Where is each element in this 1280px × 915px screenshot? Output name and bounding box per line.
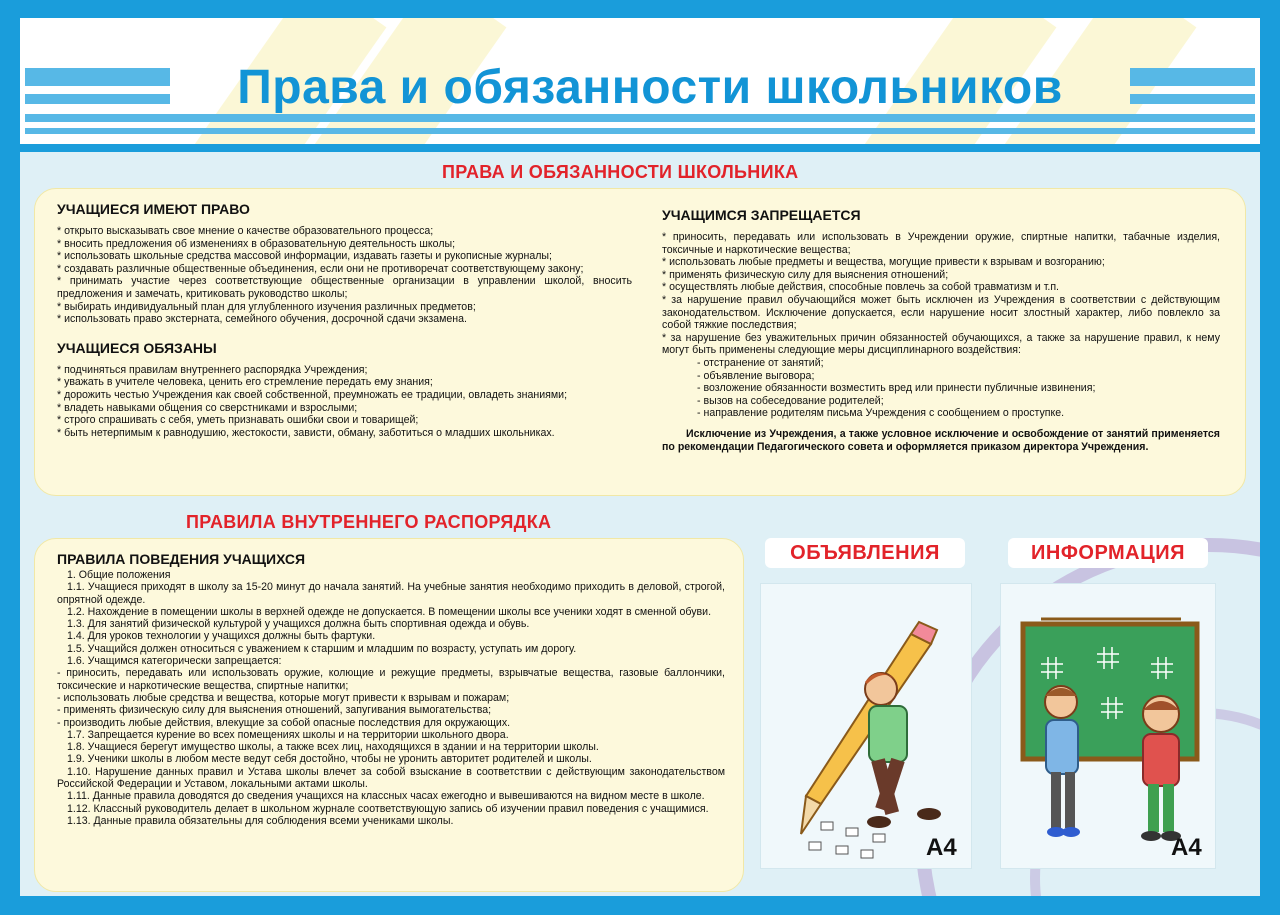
prohibited-list [662,231,1220,357]
behavior-rules-content [57,551,725,827]
announcements-size-label: А4 [926,834,957,861]
list-item: * строго спрашивать с себя, уметь признавать ошибки свои и товарищей; [57,414,419,427]
list-item: 1. Общие положения [67,569,171,581]
list-item: * принимать участие через соответствующие общественные организации в управлении школой, вносить предложения и замечать, критиковать руководство школы; [57,275,632,300]
list-item: * быть нетерпимым к равнодушию, жестокости, зависти, обману, заботиться о младших школьниках. [57,426,555,439]
list-item: 1.5. Учащийся должен относиться с уважением к старшим и младшим по возрасту, уступать им дорогу. [67,642,577,655]
list-item: - вызов на собеседование родителей; [697,394,884,407]
poster-inner [20,18,1260,896]
blackboard-kids-illustration [1001,584,1215,868]
list-item: * дорожить честью Учреждения как своей собственной, преумножать ее традиции, овладеть знаниями; [57,388,568,401]
list-item: - направление родителям письма Учреждения с сообщением о проступке. [697,407,1065,420]
list-item: 1.6. Учащимся категорически запрещается: [67,655,282,668]
list-item: 1.7. Запрещается курение во всех помещениях школы и на территории школьного двора. [67,728,509,741]
list-item: 1.10. Нарушение данных правил и Устава школы влечет за собой взыскание в соответствии с действующим законодательством Российской Федерации и Уставом, локальными актами школы. [57,765,725,791]
poster-title: Права и обязанности школьников [237,61,1063,114]
section-title-internal-rules: ПРАВИЛА ВНУТРЕННЕГО РАСПОРЯДКА [186,512,552,532]
information-pocket [1000,583,1216,869]
behavior-rules-heading: ПРАВИЛА ПОВЕДЕНИЯ УЧАЩИХСЯ [57,551,306,567]
list-item: * использовать любые предметы и вещества, могущие привести к взрывам и возгоранию; [662,256,1105,269]
list-item: * владеть навыками общения со сверстниками и взрослыми; [57,401,358,414]
list-item: 1.13. Данные правила обязательны для соблюдения всеми учениками школы. [67,814,454,827]
behavior-rules-list [57,569,725,827]
list-item: * применять физическую силу для выяснения отношений; [662,268,949,281]
list-item: 1.9. Ученики школы в любом месте ведут себя достойно, чтобы не уронить авторитет родителей и школы. [67,753,592,766]
behavior-rules-box [34,538,744,892]
header-stripe [25,128,1255,134]
measures-list [662,357,1220,420]
announcements-label: ОБЪЯВЛЕНИЯ [765,538,965,568]
list-item: 1.12. Классный руководитель делает в школьном журнале соответствующую запись об изучении правил поведения с учащимися. [67,802,709,815]
duties-heading: УЧАЩИЕСЯ ОБЯЗАНЫ [57,339,217,356]
list-item: - производить любые действия, влекущие за собой опасные последствия для окружающих. [57,716,511,729]
header-divider [20,144,1260,152]
prohibited-column [662,207,1220,453]
header-stripe [1130,94,1255,104]
header-stripe [1130,68,1255,86]
list-item: 1.11. Данные правила доводятся до сведения учащихся на классных часах ежегодно и вывешиваются на видном месте в школе. [67,790,705,803]
list-item: * выбирать индивидуальный план для углубленного изучения различных предметов; [57,300,476,313]
information-label: ИНФОРМАЦИЯ [1008,538,1208,568]
list-item: 1.1. Учащиеся приходят в школу за 15-20 минут до начала занятий. На учебные занятия необходимо приходить в деловой, строгой, опрятной одежде. [57,581,725,606]
list-item: * за нарушение правил обучающийся может быть исключен из Учреждения в соответствии с действующим законодательством. Исключение допускается, если нарушение носит злостный характер, либо повлекло за собой тяжкие последствия; [662,293,1220,332]
list-item: 1.2. Нахождение в помещении школы в верхней одежде не допускается. В помещении школы все ученики ходят в сменной обуви. [67,605,712,618]
header-stripe [25,114,1255,122]
list-item: * использовать право экстерната, семейного обучения, досрочной сдачи экзамена. [57,313,467,326]
list-item: - возложение обязанности возместить вред или принести публичные извинения; [697,382,1096,395]
list-item: 1.3. Для занятий физической культурой у учащихся должна быть спортивная одежда и обувь. [67,618,530,631]
list-item: 1.8. Учащиеся берегут имущество школы, а также всех лиц, находящихся в здании и на территории школы. [67,741,599,754]
header [20,18,1260,144]
expulsion-note: Исключение из Учреждения, а также условное исключение и освобождение от занятий применяется по рекомендации Педагогического совета и оформляется приказом директора Учреждения. [662,427,1220,453]
list-item: 1.4. Для уроков технологии у учащихся должны быть фартуки. [67,630,376,643]
rights-heading: УЧАЩИЕСЯ ИМЕЮТ ПРАВО [57,201,250,217]
header-stripe [25,68,170,86]
list-item: * вносить предложения об изменениях в образовательную деятельность школы; [57,237,456,250]
list-item: * открыто высказывать свое мнение о качестве образовательного процесса; [57,225,434,237]
list-item: * за нарушение без уважительных причин обязанностей обучающихся, а также за нарушение правил, к нему могут быть применены следующие меры дисциплинарного воздействия: [662,331,1220,357]
list-item: * уважать в учителе человека, ценить его стремление передать ему знания; [57,376,433,389]
list-item: * приносить, передавать или использовать в Учреждении оружие, спиртные напитки, табачные изделия, токсичные и наркотические вещества; [662,231,1220,256]
announcements-pocket [760,583,972,869]
prohibited-heading: УЧАЩИМСЯ ЗАПРЕЩАЕТСЯ [662,207,861,223]
information-size-label: А4 [1171,834,1202,861]
list-item: - использовать любые средства и вещества, которые могут привести к взрывам и пожарам; [57,691,510,704]
list-item: * осуществлять любые действия, способные повлечь за собой травматизм и т.п. [662,281,1059,294]
list-item: * использовать школьные средства массовой информации, издавать газеты и рукописные журналы; [57,250,552,263]
rights-duties-box [34,188,1246,496]
duties-list [57,364,632,440]
pencil-boy-illustration [761,584,971,868]
section-title-rights-duties: ПРАВА И ОБЯЗАННОСТИ ШКОЛЬНИКА [442,162,799,182]
list-item: - применять физическую силу для выяснения отношений, запугивания вымогательства; [57,704,492,717]
rights-duties-left-column [57,201,632,439]
list-item: - приносить, передавать или использовать оружие, колющие и режущие предметы, взрывчатые вещества, газовые баллончики, токсические и наркотические вещества, спиртные напитки; [57,667,725,692]
rights-list [57,225,632,326]
list-item: - объявление выговора; [697,369,815,382]
list-item: - отстранение от занятий; [697,356,824,369]
list-item: * создавать различные общественные объединения, если они не противоречат соответствующему закону; [57,262,584,275]
header-stripe [25,94,170,104]
list-item: * подчиняться правилам внутреннего распорядка Учреждения; [57,363,368,376]
